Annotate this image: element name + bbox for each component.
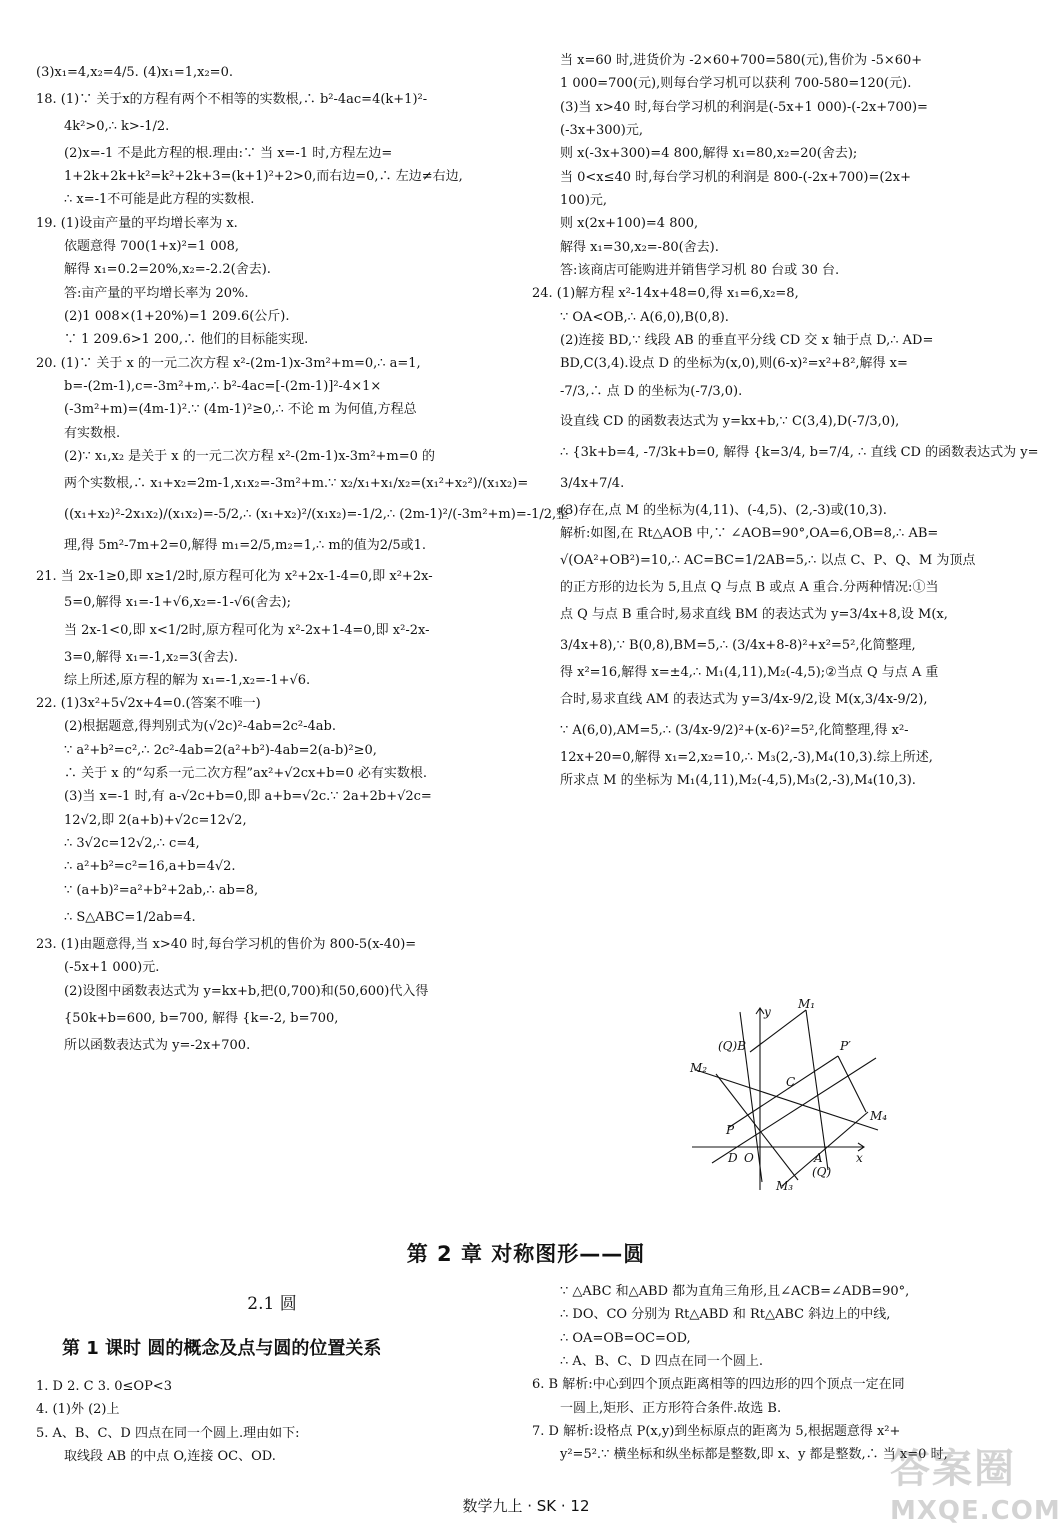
text-line: 综上所述,原方程的解为 x₁=-1,x₂=-1+√6. [64,672,311,688]
text-line: 1. D 2. C 3. 0≤OP<3 [36,1379,172,1394]
page-footer: 数学九上 · SK · 12 [462,1497,590,1515]
label-y: y [764,1005,771,1019]
text-line: (2)根据题意,得判别式为(√2c)²-4ab=2c²-4ab. [64,719,336,735]
text-line: ∴ a²+b²=c²=16,a+b=4√2. [64,859,236,875]
text-line: 当 2x-1<0,即 x<1/2时,原方程可化为 x²-2x+1-4=0,即 x²-2x- [64,622,430,638]
text-line: 当 0<x≤40 时,每台学习机的利润是 800-(-2x+700)=(2x+ [560,169,911,185]
text-line: 3/4x+7/4. [560,475,625,491]
text-line: ∴ 关于 x 的“勾系一元二次方程”ax²+√2cx+b=0 必有实数根. [64,766,428,782]
text-line: (2)连接 BD,∵ 线段 AB 的垂直平分线 CD 交 x 轴于点 D,∴ AD= [560,332,934,348]
text-line: ∴ x=-1不可能是此方程的实数根. [64,192,255,208]
text-line: √(OA²+OB²)=10,∴ AC=BC=1/2AB=5,∴ 以点 C、P、Q、M 为顶点 [560,553,976,569]
text-line: 22. (1)3x²+5√2x+4=0.(答案不唯一) [36,696,261,712]
text-line: 1 000=700(元),则每台学习机可以获利 700-580=120(元). [560,76,912,92]
label-QB: (Q)B [718,1039,747,1053]
section-title: 2.1 圆 [247,1294,297,1314]
left-bottom-answers [36,1376,508,1469]
text-line: 答:该商店可能购进并销售学习机 80 台或 30 台. [560,262,840,278]
text-line: {50k+b=600, b=700, 解得 {k=-2, b=700, [64,1010,339,1026]
text-line: 取线段 AB 的中点 O,连接 OC、OD. [64,1448,276,1464]
text-line: (-3x+300)元, [560,122,643,138]
lesson-title: 第 1 课时 圆的概念及点与圆的位置关系 [62,1338,382,1359]
text-line: 两个实数根,∴ x₁+x₂=2m-1,x₁x₂=-3m²+m.∵ x₂/x₁+x₁/x₂=(x₁²+x₂²)/(x₁x₂)= [64,476,529,492]
label-D: D [728,1151,738,1165]
label-x: x [856,1151,863,1165]
line-Pp-M4 [838,1056,866,1112]
text-line: (2)∵ x₁,x₂ 是关于 x 的一元二次方程 x²-(2m-1)x-3m²+m=0 的 [64,449,436,465]
text-line: 5. A、B、C、D 四点在同一个圆上.理由如下: [36,1425,300,1441]
right-column [532,50,1039,793]
text-line: ∵ A(6,0),AM=5,∴ (3/4x-9/2)²+(x-6)²=5²,化简整理,得 x²- [560,722,909,738]
text-line: 所求点 M 的坐标为 M₁(4,11),M₂(-4,5),M₃(2,-3),M₄(10,3). [560,772,916,788]
text-line: 1+2k+2k+k²=k²+2k+3=(k+1)²+2>0,而右边=0,∴ 左边≠右边, [64,169,463,185]
text-line: ∴ 3√2c=12√2,∴ c=4, [64,836,200,852]
text-line: 答:亩产量的平均增长率为 20%. [64,285,249,301]
text-line: ∵ OA<OB,∴ A(6,0),B(0,8). [560,309,729,325]
text-line: 的正方形的边长为 5,且点 Q 与点 B 或点 A 重合.分两种情况:①当 [560,580,939,595]
text-line: 则 x(-3x+300)=4 800,解得 x₁=80,x₂=20(舍去); [560,146,858,162]
text-line: 24. (1)解方程 x²-14x+48=0,得 x₁=6,x₂=8, [532,286,799,302]
text-line: 6. B 解析:中心到四个顶点距离相等的四边形的四个顶点一定在同 [532,1377,905,1393]
text-line: (3)当 x>40 时,每台学习机的利润是(-5x+1 000)-(-2x+700)= [560,99,928,115]
text-line: (3)当 x=-1 时,有 a-√2c+b=0,即 a+b=√2c.∵ 2a+2b+√2c= [64,789,432,805]
text-line: 100)元, [560,192,608,208]
text-line: 4k²>0,∴ k>-1/2. [64,119,170,135]
text-line: (3)x₁=4,x₂=4/5. (4)x₁=1,x₂=0. [36,65,233,80]
label-M3: M₃ [776,1179,794,1193]
label-A: A [814,1151,823,1165]
text-line: 所以函数表达式为 y=-2x+700. [64,1037,251,1053]
label-Q: (Q) [812,1165,832,1179]
text-line: (2)x=-1 不是此方程的根.理由:∵ 当 x=-1 时,方程左边= [64,145,393,161]
text-line: ∵ (a+b)²=a²+b²+2ab,∴ ab=8, [64,882,259,898]
label-P-prime: P′ [840,1039,851,1053]
text-line: 依题意得 700(1+x)²=1 008, [64,239,240,255]
text-line: 当 x=60 时,进货价为 -2×60+700=580(元),售价为 -5×60+ [560,53,923,68]
line-M1-A [806,1010,828,1170]
text-line: ∴ OA=OB=OC=OD, [560,1330,691,1346]
text-line: 解得 x₁=30,x₂=-80(舍去). [560,239,719,255]
text-line: BD,C(3,4).设点 D 的坐标为(x,0),则(6-x)²=x²+8²,解得 x= [560,356,908,372]
text-line: 21. 当 2x-1≥0,即 x≥1/2时,原方程可化为 x²+2x-1-4=0,即 x²+2x- [36,568,433,584]
text-line: 12√2,即 2(a+b)+√2c=12√2, [64,812,247,828]
text-line: 23. (1)由题意得,当 x>40 时,每台学习机的售价为 800-5(x-40)= [36,936,417,952]
text-line: 合时,易求直线 AM 的表达式为 y=3/4x-9/2,设 M(x,3/4x-9/2), [560,692,928,708]
text-line: ∴ DO、CO 分别为 Rt△ABD 和 Rt△ABC 斜边上的中线, [560,1307,891,1323]
text-line: 得 x²=16,解得 x=±4,∴ M₁(4,11),M₂(-4,5);②当点 Q 与点 A 重 [560,664,939,680]
text-line: 7. D 解析:设格点 P(x,y)到坐标原点的距离为 5,根据题意得 x²+ [532,1423,901,1439]
text-line: y²=5².∵ 横坐标和纵坐标都是整数,即 x、y 都是整数,∴ 当 x=0 时, [560,1447,948,1463]
text-line: 理,得 5m²-7m+2=0,解得 m₁=2/5,m₂=1,∴ m的值为2/5或1. [64,537,427,553]
label-M1: M₁ [798,997,816,1011]
text-line: 解析:如图,在 Rt△AOB 中,∵ ∠AOB=90°,OA=6,OB=8,∴ AB= [560,525,939,541]
text-line: 19. (1)设亩产量的平均增长率为 x. [36,215,238,231]
text-line: ∵ △ABC 和△ABD 都为直角三角形,且∠ACB=∠ADB=90°, [560,1284,910,1299]
text-line: 4. (1)外 (2)上 [36,1402,120,1418]
label-O: O [744,1151,754,1165]
text-line: (-5x+1 000)元. [64,960,160,976]
text-line: (-3m²+m)=(4m-1)².∵ (4m-1)²≥0,∴ 不论 m 为何值,方程总 [64,402,417,418]
text-line: (2)1 008×(1+20%)=1 209.6(公斤). [64,309,290,325]
left-column [36,58,570,1058]
text-line: 设直线 CD 的函数表达式为 y=kx+b,∵ C(3,4),D(-7/3,0), [560,414,900,430]
text-line: (3)存在,点 M 的坐标为(4,11)、(-4,5)、(2,-3)或(10,3). [560,502,887,518]
watermark-logo [886,1436,1061,1528]
watermark-text: 答案圈 [890,1446,1016,1492]
watermark-url: MXQE.COM [890,1496,1061,1526]
line-BM1 [750,1010,806,1052]
text-line: 20. (1)∵ 关于 x 的一元二次方程 x²-(2m-1)x-3m²+m=0,∴ a=1, [36,355,421,371]
text-line: 则 x(2x+100)=4 800, [560,216,699,232]
text-line: 3=0,解得 x₁=-1,x₂=3(舍去). [64,649,238,665]
text-line: -7/3,∴ 点 D 的坐标为(-7/3,0). [560,383,743,399]
text-line: 解得 x₁=0.2=20%,x₂=-2.2(舍去). [64,262,271,278]
text-line: ∴ {3k+b=4, -7/3k+b=0, 解得 {k=3/4, b=7/4, ∴ 直线 CD 的函数表达式为 y= [560,445,1039,461]
label-P: P [726,1123,735,1137]
text-line: 有实数根. [64,425,121,441]
text-line: 一圆上,矩形、正方形符合条件.故选 B. [560,1400,782,1416]
text-line: 3/4x+8),∵ B(0,8),BM=5,∴ (3/4x+8-8)²+x²=5²,化简整理, [560,638,916,654]
text-line: ∴ S△ABC=1/2ab=4. [64,910,196,926]
text-line: 5=0,解得 x₁=-1+√6,x₂=-1-√6(舍去); [64,595,291,611]
label-C: C [786,1075,796,1089]
text-line: ∵ a²+b²=c²,∴ 2c²-4ab=2(a²+b²)-4ab=2(a-b)²≥0, [64,742,377,758]
text-line: ∴ A、B、C、D 四点在同一个圆上. [560,1353,763,1369]
text-line: 点 Q 与点 B 重合时,易求直线 BM 的表达式为 y=3/4x+8,设 M(x, [560,607,948,623]
text-line: b=-(2m-1),c=-3m²+m,∴ b²-4ac=[-(2m-1)]²-4×1× [64,379,382,395]
label-M2: M₂ [690,1061,708,1075]
text-line: 18. (1)∵ 关于x的方程有两个不相等的实数根,∴ b²-4ac=4(k+1)²- [36,91,428,107]
chapter-title: 第 2 章 对称图形——圆 [406,1242,646,1266]
text-line: 12x+20=0,解得 x₁=2,x₂=10,∴ M₃(2,-3),M₄(10,3).综上所述, [560,749,933,765]
coordinate-figure [688,997,888,1194]
label-M4: M₄ [870,1109,888,1123]
text-line: ((x₁+x₂)²-2x₁x₂)/(x₁x₂)=-5/2,∴ (x₁+x₂)²/(x₁x₂)=-1/2,∴ (2m-1)²/(-3m²+m)=-1/2,整 [64,507,570,523]
text-line: ∵ 1 209.6>1 200,∴ 他们的目标能实现. [64,332,309,348]
text-line: (2)设图中函数表达式为 y=kx+b,把(0,700)和(50,600)代入得 [64,983,429,999]
